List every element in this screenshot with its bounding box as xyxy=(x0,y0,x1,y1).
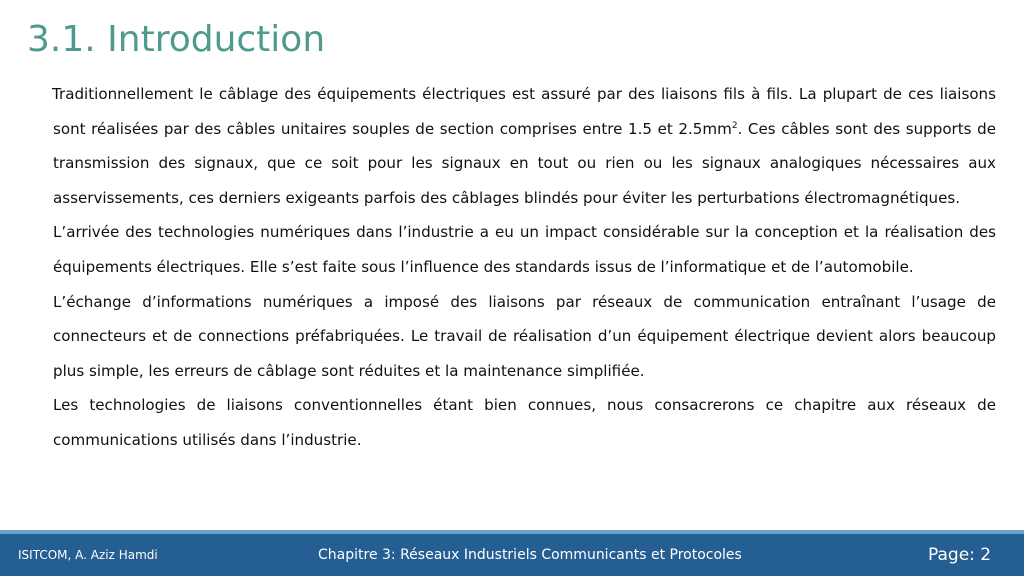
paragraph-2: L’arrivée des technologies numériques dans l’industrie a eu un impact considérable sur la conception et la réalisation des équipements électriques. Elle s’est faite sous l’influence des standards issus de l’informatique et de l’automobile. xyxy=(53,223,996,276)
paragraph-1-text-a: Traditionnellement le câblage des équipements électriques est assuré par des liaisons fils à fils. La plupart de ces liaisons sont réalisées par des câbles unitaires souples de section comprises entre 1.5 et 2.5mm xyxy=(52,85,996,138)
slide-body xyxy=(53,77,996,458)
paragraph-3: L’échange d’informations numériques a imposé des liaisons par réseaux de communication entraînant l’usage de connecteurs et de connections préfabriquées. Le travail de réalisation d’un équipement électrique devient alors beaucoup plus simple, les erreurs de câblage sont réduites et la maintenance simplifiée. xyxy=(53,292,996,380)
paragraph-4: Les technologies de liaisons conventionnelles étant bien connues, nous consacrerons ce chapitre aux réseaux de communications utilisés dans l’industrie. xyxy=(53,396,996,449)
slide-title: 3.1. Introduction xyxy=(27,19,326,60)
footer-page-number: Page: 2 xyxy=(928,545,992,565)
paragraph-1 xyxy=(53,77,996,215)
paragraph-1-text-b: . Ces câbles sont des supports de transmission des signaux, que ce soit pour les signaux en tout ou rien ou les signaux analogiques nécessaires aux asservissements, ces derniers exigeants parfois des câblages blindés pour éviter les perturbations électromagnétiques. xyxy=(53,119,996,207)
superscript-exponent: 2 xyxy=(731,120,738,131)
footer-chapter: Chapitre 3: Réseaux Industriels Communicants et Protocoles xyxy=(318,547,742,563)
footer-author: ISITCOM, A. Aziz Hamdi xyxy=(18,548,158,562)
footer-bar xyxy=(0,534,1024,576)
